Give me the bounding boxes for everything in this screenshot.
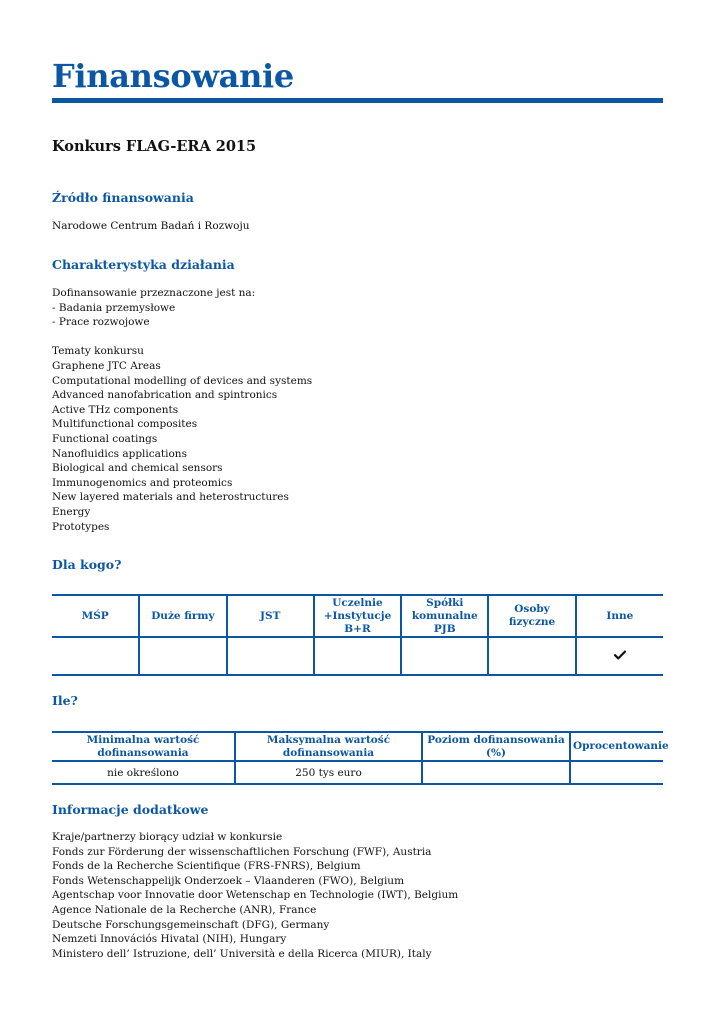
how-much-heading: Ile? [52, 693, 78, 708]
partners-heading-line: Kraje/partnerzy biorący udział w konkursie [52, 831, 283, 843]
eligibility-col-municipal-companies: Spółki komunalne PJB [401, 595, 488, 637]
eligibility-cell-jst [227, 637, 314, 675]
eligibility-cell-large-companies [139, 637, 226, 675]
paragraph-spacer [52, 330, 312, 345]
topic-line: Nanofluidics applications [52, 447, 187, 460]
source-text-block [52, 219, 250, 234]
topic-line: Functional coatings [52, 432, 158, 445]
competition-name: Konkurs FLAG-ERA 2015 [52, 138, 257, 155]
partner-line: Fonds Wetenschappelijk Onderzoek – Vlaanderen (FWO), Belgium [52, 874, 405, 887]
eligibility-col-other: Inne [576, 595, 663, 637]
checkmark-icon [614, 650, 626, 660]
funding-col-level: Poziom dofinansowania (%) [422, 732, 570, 761]
eligibility-header-row [52, 595, 663, 637]
partner-line: Nemzeti Innovációs Hivatal (NIH), Hungary [52, 933, 287, 946]
eligibility-cell-other [576, 637, 663, 675]
eligibility-cell-msp [52, 637, 139, 675]
characteristics-intro-line: - Badania przemysłowe [52, 301, 176, 314]
topic-line: Biological and chemical sensors [52, 462, 223, 475]
eligibility-col-large-companies: Duże firmy [139, 595, 226, 637]
funding-amount-table [52, 731, 669, 785]
topic-line: New layered materials and heterostructures [52, 491, 289, 504]
topic-line: Immunogenomics and proteomics [52, 476, 233, 489]
partner-line: Agence Nationale de la Recherche (ANR), France [52, 903, 317, 916]
funding-value-row [52, 761, 663, 784]
topic-line: Advanced nanofabrication and spintronics [52, 389, 278, 402]
characteristics-intro-line: - Prace rozwojowe [52, 316, 150, 329]
additional-info-text [52, 830, 458, 961]
partner-line: Fonds de la Recherche Scientifique (FRS-FNRS), Belgium [52, 860, 361, 873]
eligibility-col-msp: MŚP [52, 595, 139, 637]
title-divider [52, 98, 663, 103]
eligibility-col-individuals: Osoby fizyczne [488, 595, 575, 637]
eligibility-col-universities: Uczelnie +Instytucje B+R [314, 595, 401, 637]
funding-value-interest [570, 761, 663, 784]
funding-value-maximum: 250 tys euro [235, 761, 422, 784]
funding-col-interest: Oprocentowanie [570, 732, 663, 761]
topic-line: Computational modelling of devices and systems [52, 374, 313, 387]
eligibility-cell-universities [314, 637, 401, 675]
characteristics-text [52, 286, 312, 534]
funding-header-row [52, 732, 663, 761]
partner-line: Agentschap voor Innovatie door Wetenschap en Technologie (IWT), Belgium [52, 889, 459, 902]
topics-heading-line: Tematy konkursu [52, 345, 144, 358]
eligibility-value-row [52, 637, 663, 675]
source-heading: Źródło finansowania [52, 190, 194, 205]
topic-line: Active THz components [52, 403, 179, 416]
topic-line: Energy [52, 505, 91, 518]
partner-line: Ministero dell’ Istruzione, dell’ Università e della Ricerca (MIUR), Italy [52, 947, 432, 960]
funding-col-maximum: Maksymalna wartość dofinansowania [235, 732, 422, 761]
page-title: Finansowanie [52, 57, 294, 95]
topic-line: Prototypes [52, 520, 110, 533]
partner-line: Deutsche Forschungsgemeinschaft (DFG), Germany [52, 918, 330, 931]
additional-info-heading: Informacje dodatkowe [52, 802, 209, 817]
source-text: Narodowe Centrum Badań i Rozwoju [52, 220, 250, 232]
eligibility-cell-municipal-companies [401, 637, 488, 675]
funding-value-level [422, 761, 570, 784]
eligibility-cell-individuals [488, 637, 575, 675]
eligibility-col-jst: JST [227, 595, 314, 637]
topic-line: Multifunctional composites [52, 418, 198, 431]
who-heading: Dla kogo? [52, 557, 122, 572]
characteristics-heading: Charakterystyka działania [52, 257, 235, 272]
eligibility-table [52, 594, 663, 676]
partner-line: Fonds zur Förderung der wissenschaftlichen Forschung (FWF), Austria [52, 845, 432, 858]
funding-value-minimum: nie określono [52, 761, 235, 784]
funding-col-minimum: Minimalna wartość dofinansowania [52, 732, 235, 761]
characteristics-intro-line: Dofinansowanie przeznaczone jest na: [52, 287, 256, 299]
topic-line: Graphene JTC Areas [52, 359, 161, 372]
